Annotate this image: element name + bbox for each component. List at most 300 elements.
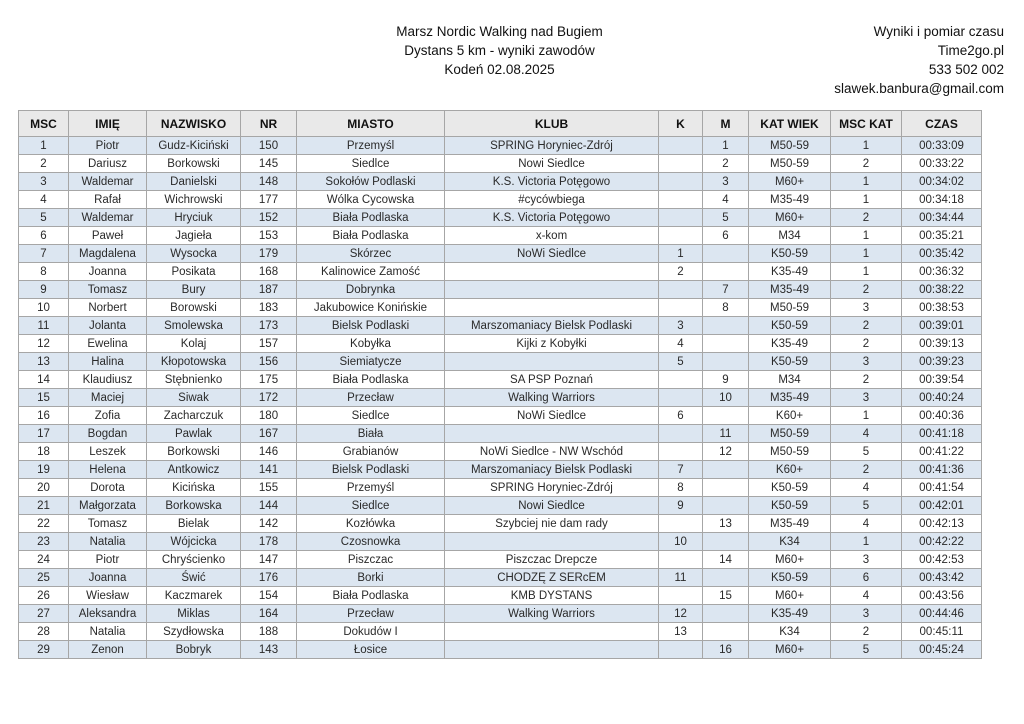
cell: 20 [19, 479, 69, 497]
table-row [19, 281, 982, 299]
cell: Skórzec [297, 245, 445, 263]
cell [659, 425, 703, 443]
cell: 146 [241, 443, 297, 461]
cell: K60+ [749, 461, 831, 479]
column-header: MSC KAT [831, 111, 902, 137]
cell: Miklas [147, 605, 241, 623]
cell: 1 [831, 191, 902, 209]
cell [703, 245, 749, 263]
cell: 00:40:24 [902, 389, 982, 407]
table-header-row [19, 111, 982, 137]
cell: Walking Warriors [445, 389, 659, 407]
cell: Wiesław [69, 587, 147, 605]
cell: 00:41:36 [902, 461, 982, 479]
cell: 3 [831, 299, 902, 317]
cell: Paweł [69, 227, 147, 245]
cell [445, 281, 659, 299]
table-row [19, 497, 982, 515]
cell: 00:43:56 [902, 587, 982, 605]
cell: Halina [69, 353, 147, 371]
cell: 9 [19, 281, 69, 299]
cell: 2 [831, 317, 902, 335]
cell: M34 [749, 371, 831, 389]
cell: M50-59 [749, 137, 831, 155]
table-row [19, 209, 982, 227]
cell: 2 [831, 281, 902, 299]
table-row [19, 587, 982, 605]
cell [445, 299, 659, 317]
cell [445, 425, 659, 443]
cell: 167 [241, 425, 297, 443]
cell: Borkowski [147, 443, 241, 461]
table-row [19, 641, 982, 659]
cell: #cycówbiega [445, 191, 659, 209]
cell: Posikata [147, 263, 241, 281]
cell: 00:39:54 [902, 371, 982, 389]
column-header: KLUB [445, 111, 659, 137]
cell: 4 [19, 191, 69, 209]
cell [703, 569, 749, 587]
cell: K35-49 [749, 263, 831, 281]
cell: 00:33:09 [902, 137, 982, 155]
cell [703, 623, 749, 641]
cell: Sokołów Podlaski [297, 173, 445, 191]
cell: Bobryk [147, 641, 241, 659]
table-row [19, 461, 982, 479]
cell: M60+ [749, 173, 831, 191]
table-row [19, 605, 982, 623]
table-row [19, 425, 982, 443]
cell: 5 [659, 353, 703, 371]
cell [659, 209, 703, 227]
cell: M35-49 [749, 389, 831, 407]
cell [659, 155, 703, 173]
cell: 3 [703, 173, 749, 191]
cell: x-kom [445, 227, 659, 245]
column-header: NR [241, 111, 297, 137]
cell: Szydłowska [147, 623, 241, 641]
cell: Kaczmarek [147, 587, 241, 605]
cell: Przemyśl [297, 479, 445, 497]
cell: K50-59 [749, 317, 831, 335]
cell: Waldemar [69, 209, 147, 227]
cell: 18 [19, 443, 69, 461]
cell: 19 [19, 461, 69, 479]
cell: K50-59 [749, 497, 831, 515]
table-row [19, 443, 982, 461]
cell [445, 641, 659, 659]
cell: Leszek [69, 443, 147, 461]
table-row [19, 479, 982, 497]
cell: K50-59 [749, 353, 831, 371]
cell: 164 [241, 605, 297, 623]
cell [703, 479, 749, 497]
cell: 00:42:13 [902, 515, 982, 533]
cell: Bielak [147, 515, 241, 533]
cell: 00:36:32 [902, 263, 982, 281]
cell: 1 [831, 137, 902, 155]
cell: 178 [241, 533, 297, 551]
cell: Czosnowka [297, 533, 445, 551]
cell: Bielsk Podlaski [297, 461, 445, 479]
cell: 11 [703, 425, 749, 443]
cell: 4 [831, 587, 902, 605]
timing-provider-header [834, 22, 1004, 98]
column-header: IMIĘ [69, 111, 147, 137]
cell: 00:41:18 [902, 425, 982, 443]
cell: 188 [241, 623, 297, 641]
table-row [19, 263, 982, 281]
cell: 5 [831, 641, 902, 659]
cell [703, 605, 749, 623]
cell: 00:41:22 [902, 443, 982, 461]
cell: Dorota [69, 479, 147, 497]
cell [703, 263, 749, 281]
cell: 00:44:46 [902, 605, 982, 623]
cell: 150 [241, 137, 297, 155]
cell: SPRING Horyniec-Zdrój [445, 137, 659, 155]
cell: NoWi Siedlce [445, 407, 659, 425]
cell: 1 [831, 173, 902, 191]
cell: 6 [831, 569, 902, 587]
cell: 4 [831, 425, 902, 443]
cell: Piszczac Drepcze [445, 551, 659, 569]
cell: CHODZĘ Z SERcEM [445, 569, 659, 587]
cell: Natalia [69, 623, 147, 641]
cell: Biała Podlaska [297, 209, 445, 227]
table-row [19, 623, 982, 641]
cell: Marszomaniacy Bielsk Podlaski [445, 317, 659, 335]
cell: Siedlce [297, 407, 445, 425]
table-row [19, 191, 982, 209]
cell: 154 [241, 587, 297, 605]
cell [659, 389, 703, 407]
cell: 179 [241, 245, 297, 263]
cell: Nowi Siedlce [445, 497, 659, 515]
cell: 10 [659, 533, 703, 551]
table-row [19, 245, 982, 263]
cell: 5 [19, 209, 69, 227]
cell: Nowi Siedlce [445, 155, 659, 173]
cell: Jakubowice Konińskie [297, 299, 445, 317]
cell: Jolanta [69, 317, 147, 335]
cell [445, 533, 659, 551]
cell [703, 533, 749, 551]
cell: 4 [831, 515, 902, 533]
cell: Siedlce [297, 155, 445, 173]
cell: Zenon [69, 641, 147, 659]
cell: M60+ [749, 209, 831, 227]
cell: Siedlce [297, 497, 445, 515]
cell: Biała Podlaska [297, 587, 445, 605]
cell: Dokudów I [297, 623, 445, 641]
cell: 4 [831, 479, 902, 497]
cell: 7 [703, 281, 749, 299]
cell: Biała [297, 425, 445, 443]
cell: Dobrynka [297, 281, 445, 299]
table-row [19, 515, 982, 533]
cell: 13 [703, 515, 749, 533]
cell: 13 [19, 353, 69, 371]
cell: 00:39:13 [902, 335, 982, 353]
cell: Kijki z Kobyłki [445, 335, 659, 353]
cell: 8 [19, 263, 69, 281]
cell: Pawlak [147, 425, 241, 443]
cell: 6 [19, 227, 69, 245]
cell: Danielski [147, 173, 241, 191]
cell: K34 [749, 533, 831, 551]
cell: 11 [659, 569, 703, 587]
cell: Biała Podlaska [297, 227, 445, 245]
cell: Siemiatycze [297, 353, 445, 371]
cell: K.S. Victoria Potęgowo [445, 173, 659, 191]
cell: Przemyśl [297, 137, 445, 155]
cell: M50-59 [749, 443, 831, 461]
cell: SPRING Horyniec-Zdrój [445, 479, 659, 497]
table-row [19, 299, 982, 317]
event-date-location: Kodeń 02.08.2025 [444, 62, 555, 77]
cell: Klaudiusz [69, 371, 147, 389]
cell: 157 [241, 335, 297, 353]
cell: 2 [831, 461, 902, 479]
cell: Borki [297, 569, 445, 587]
cell: Piotr [69, 137, 147, 155]
cell: 00:42:22 [902, 533, 982, 551]
cell: 00:42:53 [902, 551, 982, 569]
cell: Natalia [69, 533, 147, 551]
cell: M60+ [749, 587, 831, 605]
cell: 6 [659, 407, 703, 425]
cell [445, 263, 659, 281]
column-header: M [703, 111, 749, 137]
cell: Przecław [297, 605, 445, 623]
cell [703, 407, 749, 425]
cell: 1 [703, 137, 749, 155]
cell: Wysocka [147, 245, 241, 263]
cell: 00:35:21 [902, 227, 982, 245]
table-row [19, 173, 982, 191]
cell: Borowski [147, 299, 241, 317]
cell: 4 [659, 335, 703, 353]
cell: 00:41:54 [902, 479, 982, 497]
cell: 25 [19, 569, 69, 587]
cell: 3 [831, 389, 902, 407]
cell: 22 [19, 515, 69, 533]
cell: 12 [659, 605, 703, 623]
cell: Łosice [297, 641, 445, 659]
timing-provider-email: slawek.banbura@gmail.com [834, 81, 1004, 96]
cell: 156 [241, 353, 297, 371]
cell: 00:40:36 [902, 407, 982, 425]
cell [445, 353, 659, 371]
cell: 3 [831, 353, 902, 371]
cell: Świć [147, 569, 241, 587]
cell: Bogdan [69, 425, 147, 443]
cell [703, 497, 749, 515]
cell: 10 [19, 299, 69, 317]
cell: 2 [19, 155, 69, 173]
column-header: CZAS [902, 111, 982, 137]
cell: 23 [19, 533, 69, 551]
cell: 00:35:42 [902, 245, 982, 263]
cell: 00:45:11 [902, 623, 982, 641]
cell: Małgorzata [69, 497, 147, 515]
cell [659, 587, 703, 605]
cell: Grabianów [297, 443, 445, 461]
cell: 8 [659, 479, 703, 497]
cell: 00:39:01 [902, 317, 982, 335]
cell: Biała Podlaska [297, 371, 445, 389]
column-header: KAT WIEK [749, 111, 831, 137]
cell: 12 [19, 335, 69, 353]
cell: Walking Warriors [445, 605, 659, 623]
results-table [18, 110, 982, 659]
cell: Borkowski [147, 155, 241, 173]
cell [659, 191, 703, 209]
timing-provider-phone: 533 502 002 [928, 62, 1004, 77]
cell [659, 137, 703, 155]
cell: 141 [241, 461, 297, 479]
cell: 12 [703, 443, 749, 461]
cell [659, 281, 703, 299]
cell: 10 [703, 389, 749, 407]
cell: Piotr [69, 551, 147, 569]
cell: K50-59 [749, 245, 831, 263]
cell: KMB DYSTANS [445, 587, 659, 605]
timing-provider-name: Time2go.pl [937, 43, 1004, 58]
cell: 183 [241, 299, 297, 317]
cell: M35-49 [749, 191, 831, 209]
cell: 24 [19, 551, 69, 569]
cell: Bielsk Podlaski [297, 317, 445, 335]
cell: 16 [19, 407, 69, 425]
cell: 14 [703, 551, 749, 569]
table-row [19, 353, 982, 371]
cell: 2 [703, 155, 749, 173]
cell: 2 [831, 209, 902, 227]
cell: Norbert [69, 299, 147, 317]
cell: 142 [241, 515, 297, 533]
cell: NoWi Siedlce [445, 245, 659, 263]
cell: K50-59 [749, 479, 831, 497]
table-row [19, 227, 982, 245]
cell: 144 [241, 497, 297, 515]
cell: 168 [241, 263, 297, 281]
cell: Kolaj [147, 335, 241, 353]
cell: 9 [659, 497, 703, 515]
cell: 13 [659, 623, 703, 641]
cell: 148 [241, 173, 297, 191]
cell: M50-59 [749, 155, 831, 173]
cell [659, 443, 703, 461]
cell: Wólka Cycowska [297, 191, 445, 209]
cell: Dariusz [69, 155, 147, 173]
cell: 00:34:18 [902, 191, 982, 209]
cell: K35-49 [749, 605, 831, 623]
cell: M50-59 [749, 299, 831, 317]
event-subtitle: Dystans 5 km - wyniki zawodów [404, 43, 595, 58]
cell [703, 461, 749, 479]
event-title: Marsz Nordic Walking nad Bugiem [396, 24, 603, 39]
table-row [19, 155, 982, 173]
cell: 11 [19, 317, 69, 335]
column-header: NAZWISKO [147, 111, 241, 137]
cell: 1 [831, 263, 902, 281]
cell: 7 [19, 245, 69, 263]
cell: Siwak [147, 389, 241, 407]
cell: K60+ [749, 407, 831, 425]
cell: 1 [659, 245, 703, 263]
cell: Waldemar [69, 173, 147, 191]
cell: 155 [241, 479, 297, 497]
cell: 00:34:02 [902, 173, 982, 191]
cell: 26 [19, 587, 69, 605]
cell: Zacharczuk [147, 407, 241, 425]
table-row [19, 551, 982, 569]
cell: K50-59 [749, 569, 831, 587]
cell: 5 [831, 497, 902, 515]
cell [703, 353, 749, 371]
cell: 3 [659, 317, 703, 335]
cell: 180 [241, 407, 297, 425]
cell: NoWi Siedlce - NW Wschód [445, 443, 659, 461]
cell: 00:34:44 [902, 209, 982, 227]
cell: 00:39:23 [902, 353, 982, 371]
cell: Aleksandra [69, 605, 147, 623]
cell: 3 [19, 173, 69, 191]
cell: 00:43:42 [902, 569, 982, 587]
column-header: MSC [19, 111, 69, 137]
cell: Bury [147, 281, 241, 299]
cell: Wójcicka [147, 533, 241, 551]
cell: 15 [703, 587, 749, 605]
cell: 1 [831, 533, 902, 551]
cell: 2 [831, 623, 902, 641]
cell: Przecław [297, 389, 445, 407]
cell: Helena [69, 461, 147, 479]
cell: 00:38:53 [902, 299, 982, 317]
cell: 28 [19, 623, 69, 641]
cell: SA PSP Poznań [445, 371, 659, 389]
table-row [19, 533, 982, 551]
cell: M34 [749, 227, 831, 245]
cell [445, 623, 659, 641]
cell [659, 227, 703, 245]
cell: Joanna [69, 569, 147, 587]
cell: K35-49 [749, 335, 831, 353]
cell: Marszomaniacy Bielsk Podlaski [445, 461, 659, 479]
cell: 2 [831, 371, 902, 389]
cell: 172 [241, 389, 297, 407]
cell: 2 [831, 155, 902, 173]
cell: Kalinowice Zamość [297, 263, 445, 281]
cell: 27 [19, 605, 69, 623]
cell: Kozłówka [297, 515, 445, 533]
cell: 4 [703, 191, 749, 209]
cell: 8 [703, 299, 749, 317]
cell: Jagieła [147, 227, 241, 245]
cell: Gudz-Kiciński [147, 137, 241, 155]
cell [703, 317, 749, 335]
cell: 143 [241, 641, 297, 659]
cell: 00:45:24 [902, 641, 982, 659]
cell: 176 [241, 569, 297, 587]
cell: 15 [19, 389, 69, 407]
cell: 175 [241, 371, 297, 389]
cell: Magdalena [69, 245, 147, 263]
cell: Szybciej nie dam rady [445, 515, 659, 533]
cell [659, 173, 703, 191]
